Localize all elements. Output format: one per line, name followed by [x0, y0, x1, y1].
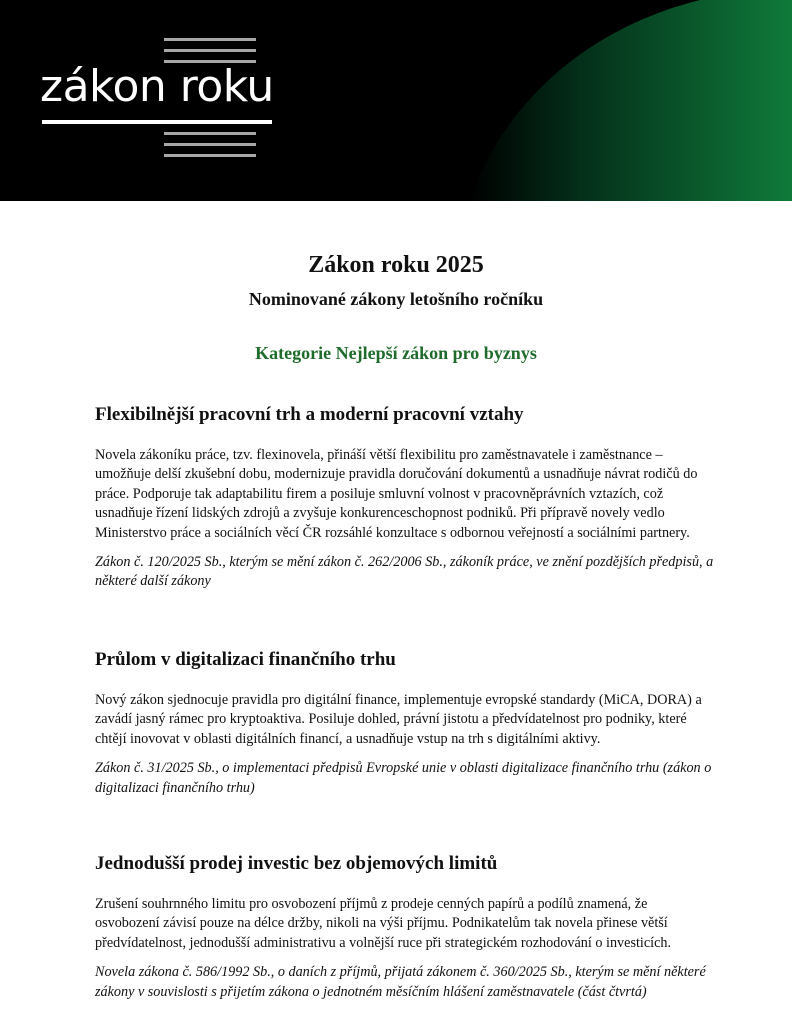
logo-line: [164, 143, 256, 146]
nomination-section: [95, 851, 715, 1002]
logo: [40, 38, 272, 160]
section-body: Zrušení souhrnného limitu pro osvobození příjmů z prodeje cenných papírů a podílů znamená, že osvobození závisí pouze na délce držby, nikoli na výši příjmu. Podnikatelům tak novela přinese větší předvídatelnost, jednodušší administrativu a volnější ruce při strategickém rozhodování o investicích.: [95, 896, 672, 951]
header-banner: [0, 0, 792, 201]
logo-text: zákon roku: [40, 61, 274, 112]
section-body: Novela zákoníku práce, tzv. flexinovela, přináší větší flexibilitu pro zaměstnavatele i zaměstnance – umožňuje delší zkušební dobu, modernizuje pravidla doručování dokumentů a usnadňuje návrat rodičů do práce. Podporuje tak adaptabilitu firem a posiluje smluvní volnost v pracovněprávních vztazích, což usnadňuje řízení lidských zdrojů a zvyšuje konkurenceschopnost podniků. Při přípravě novely vedlo Ministerstvo práce a sociálních věcí ČR rozsáhlé konzultace s odbornou veřejností a sociálními partnery.: [95, 447, 698, 541]
section-title: Jednodušší prodej investic bez objemových limitů: [95, 853, 498, 874]
page-subtitle: Nominované zákony letošního ročníku: [248, 289, 544, 309]
nomination-section: [95, 402, 715, 592]
logo-line: [164, 154, 256, 157]
logo-line: [164, 132, 256, 135]
section-reference: Zákon č. 120/2025 Sb., kterým se mění zákon č. 262/2006 Sb., zákoník práce, ve znění pozdějších předpisů, a některé další zákony: [95, 554, 714, 590]
section-reference: Zákon č. 31/2025 Sb., o implementaci předpisů Evropské unie v oblasti digitalizace finančního trhu (zákon o digitalizaci finančního trhu): [95, 760, 712, 796]
category-heading: Kategorie Nejlepší zákon pro byznys: [255, 343, 537, 363]
section-body: Nový zákon sjednocuje pravidla pro digitální finance, implementuje evropské standardy (MiCA, DORA) a zavádí jasný rámec pro kryptoaktiva. Posiluje dohled, právní jistotu a předvídatelnost pro podniky, které chtějí inovovat v oblasti digitálních financí, a usnadňuje vstup na trh s digitálními aktivy.: [95, 692, 702, 747]
logo-underline: [42, 120, 272, 124]
section-title: Průlom v digitalizaci finančního trhu: [95, 649, 396, 670]
logo-line: [164, 38, 256, 41]
logo-line: [164, 49, 256, 52]
nomination-section: [95, 647, 715, 798]
page-title: Zákon roku 2025: [308, 252, 484, 278]
section-reference: Novela zákona č. 586/1992 Sb., o daních z příjmů, přijatá zákonem č. 360/2025 Sb., kterým se mění některé zákony v souvislosti s přijetím zákona o jednotném měsíčním hlášení zaměstnavatele (část čtvrtá): [95, 964, 706, 1000]
section-title: Flexibilnější pracovní trh a moderní pracovní vztahy: [95, 404, 524, 425]
